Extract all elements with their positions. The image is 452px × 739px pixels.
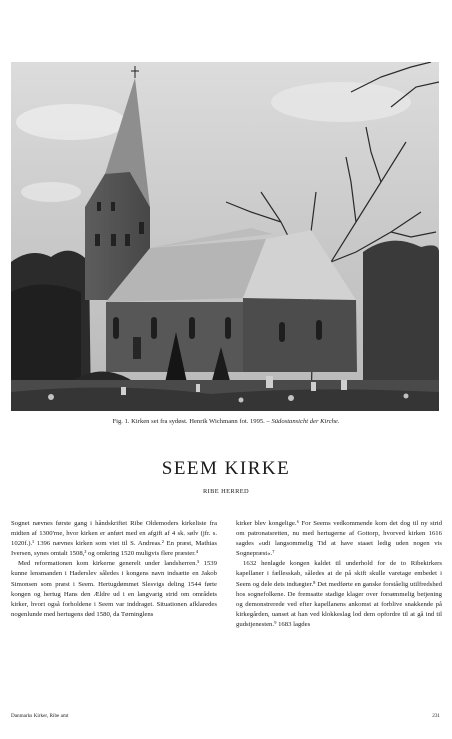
page-title: SEEM KIRKE [161,458,291,479]
page-number: 231 [432,713,440,719]
paragraph: Sognet nævnes første gang i håndskriftet Ribe Oldemoders kirkeliste fra midten af 1300'rne, hvor kirken er anført med en afgift af 4 sk. sølv (jfr. s. 1020f.).¹ 1396 nævnes kirken som viet til S. Andreas.² En præst, Mathias Iversen, synes omtalt 1508,³ og omkring 1520 muligvis flere præster.⁴ [11,520,217,558]
caption-text: Fig. 1. Kirken set fra sydøst. Henrik Wichmann fot. 1995. – [112,418,272,425]
paragraph: 1632 henlagde kongen kaldet til underhold for de to Ribekirkers kapellaner i fællesskab, således at de på skift skulle varetage embedet i Seem og dele dets indtægter.⁸ Det medførte en ganske forståelig utilfredshed hos sognefolkene. De fremsatte stadige klager over forsømmelig betjening og demonstrerede ved efter kapellanens ankomst at forblive snakkende på kirkegården, uanset at han ved klokkeslag lod dem opfordre til at gå ind til gudstjenesten.⁹ 1683 lagdes [236,560,442,628]
church-photograph [11,62,439,411]
footer-source: Danmarks Kirker, Ribe amt [11,713,69,719]
figure-caption [0,418,452,426]
paragraph: kirker blev kongelige.⁶ For Seems vedkommende kom det dog til ny strid om patronatsretten, nu med hertugerne af Gottorp, hvorved kirken 1616 sagdes »udi langsommelig Tid at have staaet ledig uden nogen vis Sognepræst«.⁷ [236,520,442,558]
caption-italic: Südostansicht der Kirche. [271,418,340,425]
paragraph: Med reformationen kom kirkerne generelt under landsherren.⁵ 1539 kunne lensmanden i Haderslev således i kongens navn indsætte en Jakob Simonsen som præst i Seem. Hertugdømmet Slesvigs deling 1544 førte kongen og hertug Hans den Ældre ud i en langvarig strid om områdets kirker, hvori også forholdene i Seem var inddraget. Situationen afklaredes nogenlunde med hertugens død 1580, da Tørninglens [11,560,217,618]
text-column-left [11,519,217,620]
page-subtitle: RIBE HERRED [202,488,250,495]
text-column-right [236,519,442,630]
